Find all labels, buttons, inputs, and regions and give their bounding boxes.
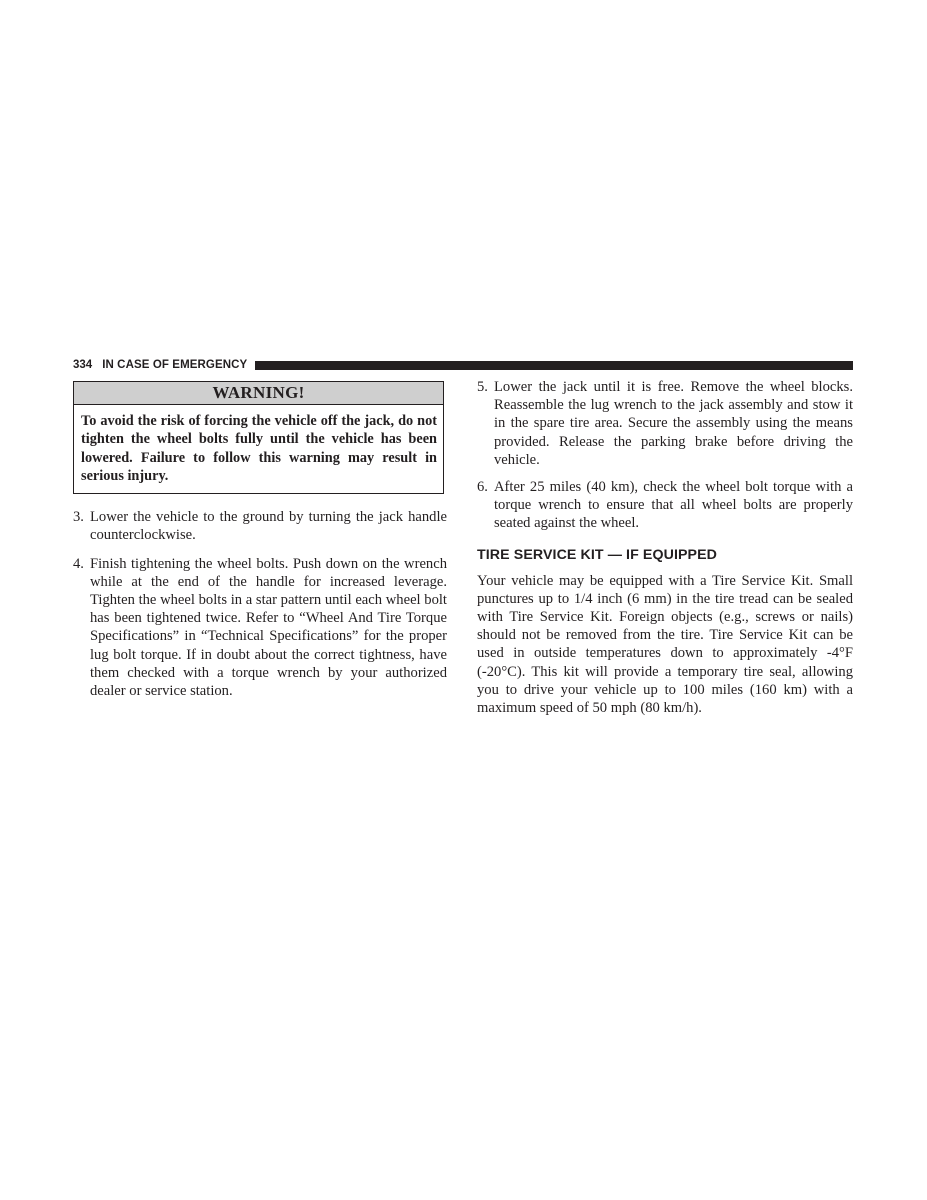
page-number: 334 bbox=[73, 359, 93, 371]
warning-box bbox=[73, 381, 444, 494]
section-title: IN CASE OF EMERGENCY bbox=[102, 359, 248, 371]
step-6 bbox=[477, 478, 853, 533]
header-rule bbox=[255, 361, 853, 370]
left-column bbox=[73, 381, 447, 700]
step-text: Lower the jack until it is free. Remove the wheel blocks. Reassemble the lug wrench to the jack assembly and stow it in the spare tire area. Secure the assembly using the means provided. Release the parking brake before driving the vehicle. bbox=[494, 379, 853, 468]
step-4 bbox=[73, 555, 447, 701]
step-3 bbox=[73, 508, 447, 544]
warning-title: WARNING! bbox=[74, 382, 443, 405]
step-number: 4. bbox=[73, 555, 84, 572]
step-number: 6. bbox=[477, 479, 488, 496]
step-text: Finish tightening the wheel bolts. Push down on the wrench while at the end of the handle for increased leverage. Tighten the wheel bolts in a star pattern until each wheel bolt has been tightened twice. Refer to “Wheel And Tire Torque Specifications” in “Technical Specifications” for the proper lug bolt torque. If in doubt about the correct tightness, have them checked with a torque wrench by your authorized dealer or service station. bbox=[90, 555, 447, 700]
step-text: Lower the vehicle to the ground by turning the jack handle counterclockwise. bbox=[90, 509, 447, 544]
step-text: After 25 miles (40 km), check the wheel bolt torque with a torque wrench to ensure that all wheel bolts are properly seated against the wheel. bbox=[494, 479, 853, 532]
step-5 bbox=[477, 378, 853, 469]
warning-text: To avoid the risk of forcing the vehicle off the jack, do not tighten the wheel bolts fully until the vehicle has been lowered. Failure to follow this warning may result in serious injury. bbox=[81, 413, 437, 484]
right-column bbox=[477, 378, 853, 717]
step-number: 5. bbox=[477, 379, 488, 395]
page-header bbox=[73, 358, 853, 372]
step-number: 3. bbox=[73, 509, 84, 526]
tire-service-paragraph: Your vehicle may be equipped with a Tire Service Kit. Small punctures up to 1/4 inch (6 mm) in the tire tread can be sealed with Tire Service Kit. Foreign objects (e.g., screws or nails) should not be removed from the tire. Tire Service Kit can be used in outside temperatures down to approximately -4°F (-20°C). This kit will provide a temporary tire seal, allowing you to drive your vehicle up to 100 miles (160 km) with a maximum speed of 50 mph (80 km/h). bbox=[477, 572, 853, 717]
tire-service-heading: TIRE SERVICE KIT — IF EQUIPPED bbox=[477, 546, 718, 563]
